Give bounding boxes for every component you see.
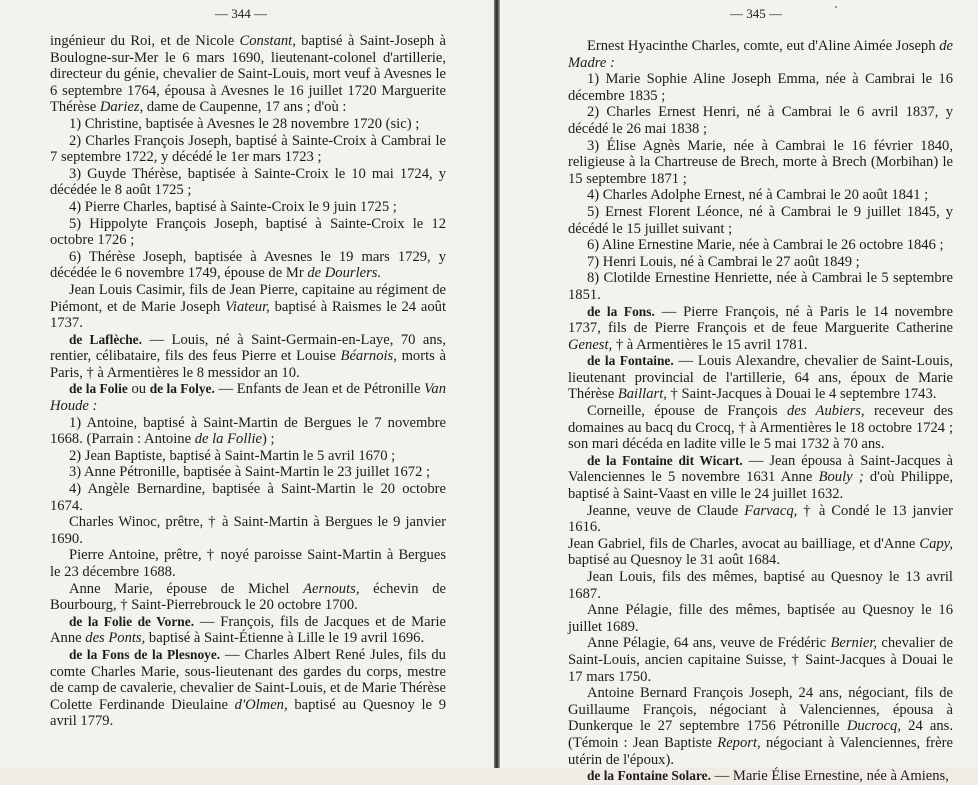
italic-name: Capy, <box>919 535 953 552</box>
text-run: 2) Charles François Joseph, baptisé à Sainte-Croix à Cambrai le 7 septembre 1722, y décédé le 1er mars 1723 ; <box>50 132 446 166</box>
italic-name: des Aubiers, <box>786 403 865 420</box>
text-run: baptisé à Raismes le 24 août 1737. <box>50 298 446 332</box>
paragraph <box>568 254 953 271</box>
text-run: Jean Louis Casimir, fils de Jean Pierre, capitaine au régiment de Piémont, et de Marie Joseph <box>50 281 446 315</box>
left-page-text <box>50 33 446 730</box>
text-run: 5) Hippolyte François Joseph, baptisé à Sainte-Croix le 12 octobre 1726 ; <box>50 215 446 249</box>
text-run: 2) Jean Baptiste, baptisé à Saint-Martin le 5 avril 1670 ; <box>68 447 396 464</box>
text-run: — Louis, né à Saint-Germain-en-Laye, 70 ans, rentier, célibataire, fils des feus Pierre et Louise <box>50 331 447 365</box>
text-run: 3) Anne Pétronille, baptisée à Saint-Martin le 23 juillet 1672 ; <box>68 464 431 481</box>
italic-name: Genest, <box>568 336 613 353</box>
text-run: ingénieur du Roi, et de Nicole <box>50 33 240 49</box>
text-run: 4) Angèle Bernardine, baptisée à Saint-Martin le 20 octobre 1674. <box>50 481 446 514</box>
text-run: 5) Ernest Florent Léonce, né à Cambrai le 9 juillet 1845, y décédé le 15 juillet suivant ; <box>568 203 953 237</box>
paragraph <box>568 635 953 685</box>
text-run: dame de Caupenne, 17 ans ; d'où : <box>143 99 347 116</box>
paragraph <box>50 464 446 481</box>
family-heading: de la Folie de Vorne. <box>68 613 195 629</box>
paragraph <box>568 270 953 303</box>
italic-name: Viateur, <box>225 298 270 315</box>
text-run: 1) Christine, baptisée à Avesnes le 28 novembre 1720 (sic) ; <box>68 115 420 132</box>
family-heading: de la Fontaine Solare. <box>586 768 711 784</box>
paragraph <box>50 282 446 332</box>
paragraph <box>568 503 953 536</box>
text-run: 7) Henri Louis, né à Cambrai le 27 août 1849 ; <box>586 253 860 270</box>
paragraph <box>568 71 953 104</box>
paragraph <box>568 685 953 768</box>
text-run: 6) Thérèse Joseph, baptisée à Avesnes le 19 mars 1729, y décédée le 6 novembre 1749, épouse de Mr <box>50 248 446 282</box>
paragraph <box>568 569 953 602</box>
paragraph <box>50 381 446 414</box>
paragraph <box>50 133 446 166</box>
text-run: baptisé à Saint-Joseph à Boulogne-sur-Mer le 6 mars 1690, lieutenant-colonel d'artillerie, directeur du génie, chevalier de Saint-Louis, mort veuf à Avesnes le 6 septembre 1764, épousa à Avesnes le 16 juillet 1720 Marguerite Thérèse <box>50 33 446 116</box>
text-run: négociant à Valenciennes, frère utérin de l'époux). <box>568 734 953 768</box>
page-number-right: — 345 — <box>730 6 782 21</box>
family-heading: de la Fontaine dit Wicart. <box>586 452 743 468</box>
text-run: morts à Paris, † à Armentières le 8 messidor an 10. <box>50 348 446 381</box>
paragraph <box>50 448 446 465</box>
paragraph <box>568 187 953 204</box>
text-run: 3) Élise Agnès Marie, née à Cambrai le 16 février 1840, religieuse à la Chartreuse de Brech, morte à Brech (Morbihan) le 15 septembre 1871 ; <box>568 137 953 187</box>
italic-name: Aernouts, <box>303 580 360 597</box>
paragraph <box>50 415 446 448</box>
text-run: — Charles Albert René Jules, fils du comte Charles Marie, sous-lieutenant des gardes du corps, mestre de camp de cavalerie, chevalier de Saint-Louis, et de Marie Thérèse Colette Ferdinande Dieulaine <box>50 646 447 713</box>
text-run: Antoine Bernard François Joseph, 24 ans, négociant, fils de Guillaume François, négociant à Valenciennes, épousa à Dunkerque le 27 septembre 1756 Pétronille <box>568 685 953 735</box>
text-run: — François, fils de Jacques et de Marie Anne <box>50 613 446 647</box>
text-run: — Louis Alexandre, chevalier de Saint-Louis, lieutenant provincial de l'artillerie, 64 ans, époux de Marie Thérèse <box>568 353 953 403</box>
paragraph <box>568 138 953 188</box>
italic-name: des Ponts, <box>85 630 146 647</box>
family-heading: de la Folye. <box>149 381 215 397</box>
text-run: Corneille, épouse de François <box>586 403 787 420</box>
paragraph <box>50 332 446 382</box>
italic-name: Report, <box>717 734 761 751</box>
italic-name: Baillart, <box>617 386 667 403</box>
family-heading: de la Fons. <box>586 303 655 319</box>
text-run: 24 ans. (Témoin : Jean Baptiste <box>568 718 953 751</box>
paragraph <box>50 581 446 614</box>
italic-name: Dariez, <box>99 99 144 116</box>
text-run: † à Condé le 13 janvier 1616. <box>568 502 953 536</box>
paragraph <box>568 353 953 403</box>
family-heading: de la Folie <box>68 381 128 397</box>
text-run: Pierre Antoine, prêtre, † noyé paroisse Saint-Martin à Bergues le 23 décembre 1688. <box>50 547 446 580</box>
italic-name: Van Houde : <box>50 381 447 415</box>
paragraph <box>568 104 953 137</box>
paragraph <box>568 403 953 453</box>
italic-name: Bouly ; <box>818 469 864 486</box>
text-run: échevin de Bourbourg, † Saint-Pierrebrouck le 20 octobre 1700. <box>50 580 446 614</box>
text-run: Jean Louis, fils des mêmes, baptisé au Quesnoy le 13 avril 1687. <box>568 569 953 602</box>
text-run: 4) Pierre Charles, baptisé à Sainte-Croix le 9 juin 1725 ; <box>68 198 397 215</box>
text-run: baptisé au Quesnoy le 9 avril 1779. <box>50 696 446 730</box>
paragraph <box>568 38 953 71</box>
paragraph <box>568 768 953 785</box>
text-run: Anne Pélagie, 64 ans, veuve de Frédéric <box>586 635 831 652</box>
text-run: ou <box>127 381 150 398</box>
paragraph <box>568 536 953 569</box>
text-run: — Marie Élise Ernestine, née à Amiens, <box>710 768 949 785</box>
text-run: † Saint-Jacques à Douai le 4 septembre 1743. <box>666 386 937 403</box>
paragraph <box>50 647 446 730</box>
paragraph <box>50 481 446 514</box>
italic-name: Constant, <box>239 33 296 49</box>
text-run: 4) Charles Adolphe Ernest, né à Cambrai le 20 août 1841 ; <box>586 187 929 204</box>
text-run: 6) Aline Ernestine Marie, née à Cambrai le 26 octobre 1846 ; <box>586 237 944 254</box>
paragraph <box>50 249 446 282</box>
italic-name: Bernier, <box>830 635 878 652</box>
text-run: receveur des domaines au bacq du Crocq, † à Armentières le 18 octobre 1724 ; son mari décéda en ladite ville le 5 mai 1732 à 70 ans. <box>568 403 953 453</box>
text-run: 1) Marie Sophie Aline Joseph Emma, née à Cambrai le 16 décembre 1835 ; <box>568 71 953 104</box>
text-run: — Pierre François, né à Paris le 14 novembre 1737, fils de Pierre François et de feue Marguerite Catherine <box>568 303 953 337</box>
paragraph <box>50 166 446 199</box>
text-run: Jeanne, veuve de Claude <box>586 502 745 519</box>
text-run: chevalier de Saint-Louis, ancien capitaine Suisse, † Saint-Jacques à Douai le 17 mars 1750. <box>568 635 953 685</box>
italic-name: de la Follie <box>194 431 262 448</box>
text-run: 1) Antoine, baptisé à Saint-Martin de Bergues le 7 novembre 1668. (Parrain : Antoine <box>50 414 446 448</box>
text-run: 3) Guyde Thérèse, baptisée à Sainte-Croix le 10 mai 1724, y décédée le 8 août 1725 ; <box>50 165 446 199</box>
text-run: Charles Winoc, prêtre, † à Saint-Martin à Bergues le 9 janvier 1690. <box>50 514 446 547</box>
text-run: — Enfants de Jean et de Pétronille <box>214 381 425 398</box>
italic-name: Ducrocq, <box>846 718 901 735</box>
text-run: baptisé au Quesnoy le 31 août 1684. <box>568 552 780 569</box>
right-page-text <box>568 38 953 785</box>
text-run: 8) Clotilde Ernestine Henriette, née à Cambrai le 5 septembre 1851. <box>568 270 953 303</box>
paragraph <box>50 514 446 547</box>
paper-speck <box>835 6 837 8</box>
paragraph <box>568 453 953 503</box>
text-run: 2) Charles Ernest Henri, né à Cambrai le 6 avril 1837, y décédé le 26 mai 1838 ; <box>568 104 953 137</box>
family-heading: de Laflèche. <box>68 331 142 347</box>
family-heading: de la Fontaine. <box>586 353 674 369</box>
paragraph <box>568 602 953 635</box>
paragraph <box>50 547 446 580</box>
text-run: † à Armentières le 15 avril 1781. <box>612 336 808 353</box>
paragraph <box>50 216 446 249</box>
paragraph <box>50 33 446 116</box>
paragraph <box>50 116 446 133</box>
paragraph <box>50 614 446 647</box>
paragraph <box>568 237 953 254</box>
family-heading: de la Fons de la Plesnoye. <box>68 646 221 662</box>
text-run: Anne Pélagie, fille des mêmes, baptisée au Quesnoy le 16 juillet 1689. <box>568 602 953 635</box>
italic-name: d'Olmen, <box>234 696 288 713</box>
italic-name: de Dourlers. <box>307 265 382 282</box>
text-run: ) ; <box>261 431 275 448</box>
text-run: d'où Philippe, baptisé à Saint-Vaast en ville le 24 juillet 1632. <box>568 469 953 503</box>
text-run: Anne Marie, épouse de Michel <box>68 580 304 597</box>
paragraph <box>568 304 953 354</box>
text-run: Ernest Hyacinthe Charles, comte, eut d'Aline Aimée Joseph <box>586 38 940 54</box>
paragraph <box>50 199 446 216</box>
paragraph <box>568 204 953 237</box>
text-run: Jean Gabriel, fils de Charles, avocat au bailliage, et d'Anne <box>568 535 920 552</box>
italic-name: Béarnois, <box>340 348 397 365</box>
text-run: baptisé à Saint-Étienne à Lille le 19 avril 1696. <box>145 630 425 647</box>
italic-name: Farvacq, <box>744 502 798 519</box>
page-number-left: — 344 — <box>215 6 267 21</box>
italic-name: de Madre : <box>568 38 953 71</box>
text-run: — Jean épousa à Saint-Jacques à Valenciennes le 5 novembre 1631 Anne <box>568 452 953 486</box>
